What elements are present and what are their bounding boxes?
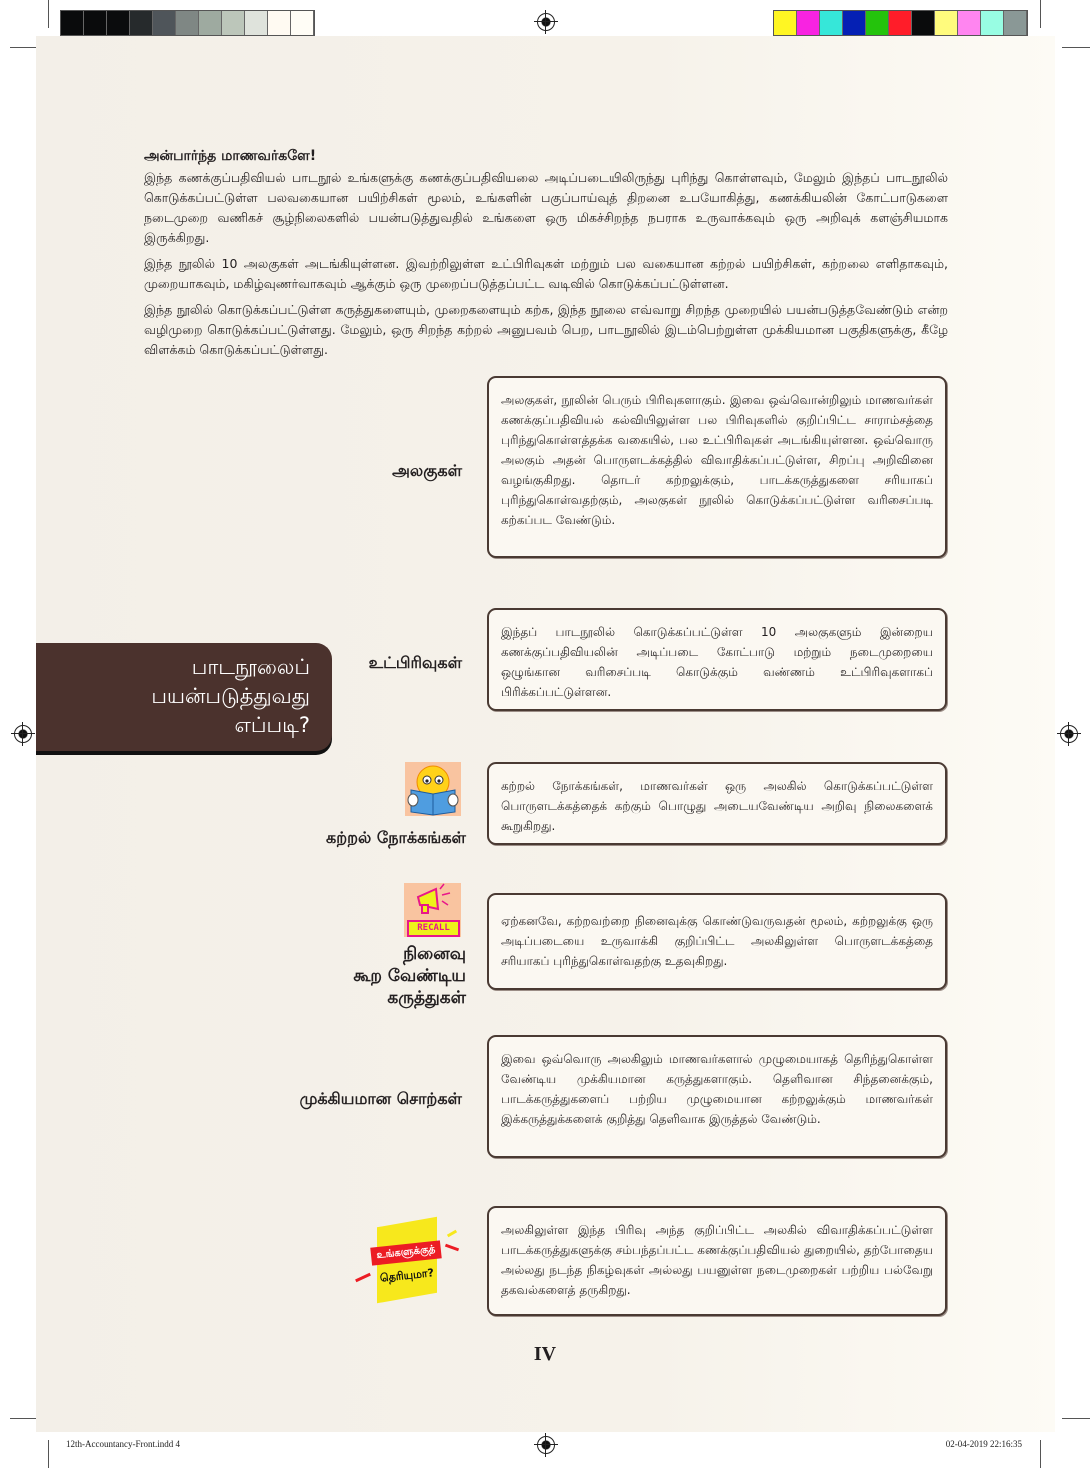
color-swatch bbox=[245, 11, 268, 35]
label-line: கூற வேண்டிய bbox=[353, 966, 466, 986]
color-swatch bbox=[935, 11, 958, 35]
section-label-learning-objectives: கற்றல் நோக்கங்கள் bbox=[325, 828, 466, 847]
footer-timestamp: 02-04-2019 22:16:35 bbox=[945, 1439, 1022, 1449]
crop-mark bbox=[1062, 1418, 1090, 1419]
color-swatch bbox=[107, 11, 130, 35]
color-swatch bbox=[1004, 11, 1027, 35]
registration-mark-icon bbox=[14, 725, 32, 743]
recall-label: RECALL bbox=[407, 920, 460, 937]
color-swatch bbox=[797, 11, 820, 35]
color-swatch bbox=[130, 11, 153, 35]
banner-line: பாடநூலைப் bbox=[191, 655, 310, 679]
color-swatch bbox=[912, 11, 935, 35]
color-swatch bbox=[291, 11, 314, 35]
badge-line: உங்களுக்குத் bbox=[370, 1240, 441, 1265]
intro-heading: அன்பார்ந்த மாணவர்களே! bbox=[144, 148, 317, 164]
page-number: IV bbox=[533, 1343, 557, 1365]
color-swatch bbox=[61, 11, 84, 35]
color-swatch bbox=[981, 11, 1004, 35]
registration-mark-icon bbox=[1060, 725, 1078, 743]
color-swatch bbox=[268, 11, 291, 35]
did-you-know-badge-icon bbox=[355, 1218, 465, 1308]
crop-mark bbox=[48, 1440, 49, 1468]
recall-megaphone-icon bbox=[404, 883, 461, 937]
section-box-units: அலகுகள், நூலின் பெரும் பிரிவுகளாகும். இவை ஒவ்வொன்றிலும் மாணவர்கள் கணக்குப்பதிவியல் கல்வியிலுள்ள பல பிரிவுகளில் குறிப்பிட்ட சாராம்சத்தை புரிந்துகொள்ளத்தக்க வகையில், பல உட்பிரிவுகள் அடங்கியுள்ளன. ஒவ்வொரு அலகும் அதன் பொருளடக்கத்தில் விவாதிக்கப்பட்டுள்ள, சிறப்பு அறிவினை வழங்குகிறது. தொடர் கற்றலுக்கும், பாடக்கருத்துகளை சரியாகப் புரிந்துகொள்வதற்கும், அலகுகள் நூலில் கொடுக்கப்பட்டுள்ள வரிசைப்படி கற்கப்பட வேண்டும். bbox=[487, 376, 947, 558]
section-label-recall bbox=[353, 943, 466, 1009]
label-line: கருத்துகள் bbox=[387, 988, 466, 1008]
color-swatch bbox=[84, 11, 107, 35]
reading-book-icon bbox=[405, 762, 461, 816]
intro-paragraph: இந்த நூலில் 10 அலகுகள் அடங்கியுள்ளன. இவற்றிலுள்ள உட்பிரிவுகள் மற்றும் பல வகையான கற்றல் பயிற்சிகள், கற்றலை எளிதாகவும், முறையாகவும், மகிழ்வுணர்வாகவும் ஆக்கும் ஒரு முறைப்படுத்தப்பட்ட வடிவில் கொடுக்கப்பட்டுள்ளன. bbox=[144, 256, 948, 291]
section-box-recall: ஏற்கனவே, கற்றவற்றை நினைவுக்கு கொண்டுவருவதன் மூலம், கற்றலுக்கு ஒரு அடிப்படையை உருவாக்கி குறிப்பிட்ட அலகிலுள்ள பொருளடக்கத்தை சரியாகப் புரிந்துகொள்வதற்கு உதவுகிறது. bbox=[487, 893, 947, 990]
crop-mark bbox=[48, 0, 49, 28]
registration-mark-icon bbox=[537, 1436, 555, 1454]
color-swatch bbox=[176, 11, 199, 35]
label-line: நினைவு bbox=[403, 944, 466, 964]
color-swatch bbox=[958, 11, 981, 35]
color-swatch bbox=[774, 11, 797, 35]
section-label-key-terms: முக்கியமான சொற்கள் bbox=[299, 1089, 462, 1108]
gray-color-bar bbox=[60, 10, 315, 36]
crop-mark bbox=[1040, 1440, 1041, 1468]
banner-line: எப்படி? bbox=[234, 713, 310, 737]
crop-mark bbox=[1040, 0, 1041, 28]
color-swatch bbox=[199, 11, 222, 35]
section-box-subdivisions: இந்தப் பாடநூலில் கொடுக்கப்பட்டுள்ள 10 அலகுகளும் இன்றைய கணக்குப்பதிவியலின் அடிப்படை கோட்பாடு மற்றும் நடைமுறையை ஒழுங்கான வரிசைப்படி கொடுக்கும் வண்ணம் உட்பிரிவுகளாகப் பிரிக்கப்பட்டுள்ளன. bbox=[487, 608, 947, 711]
section-label-units: அலகுகள் bbox=[392, 461, 462, 480]
crop-mark bbox=[10, 1418, 36, 1419]
intro-section bbox=[144, 146, 948, 366]
color-swatch bbox=[222, 11, 245, 35]
section-box-did-you-know: அலகிலுள்ள இந்த பிரிவு அந்த குறிப்பிட்ட அலகில் விவாதிக்கப்பட்டுள்ள பாடக்கருத்துகளுக்கு சம்பந்தப்பட்ட கணக்குப்பதிவியல் துறையில், தற்போதைய அல்லது நடந்த நிகழ்வுகள் அல்லது பயனுள்ள நடைமுறைகள் பற்றிய பல்வேறு தகவல்களைத் தருகிறது. bbox=[487, 1206, 947, 1316]
banner-line: பயன்படுத்துவது bbox=[151, 684, 310, 708]
registration-mark-icon bbox=[537, 13, 555, 31]
color-swatch bbox=[889, 11, 912, 35]
color-swatch bbox=[866, 11, 889, 35]
color-swatch bbox=[843, 11, 866, 35]
megaphone-icon bbox=[404, 883, 461, 919]
badge-line: தெரியுமா? bbox=[379, 1266, 435, 1285]
section-box-learning-objectives: கற்றல் நோக்கங்கள், மாணவர்கள் ஒரு அலகில் கொடுக்கப்பட்டுள்ள பொருளடக்கத்தைக் கற்கும் பொழுது அடையவேண்டிய அறிவு நிலைகளைக் கூறுகிறது. bbox=[487, 762, 947, 845]
section-box-key-terms: இவை ஒவ்வொரு அலகிலும் மாணவர்களால் முழுமையாகத் தெரிந்துகொள்ள வேண்டிய முக்கியமான கருத்துகளாகும். தெளிவான சிந்தனைக்கும், பாடக்கருத்துகளைப் பற்றிய முழுமையான கற்றலுக்கும் மாணவர்கள் இக்கருத்துக்களைக் குறித்து தெளிவாக இருத்தல் வேண்டும். bbox=[487, 1035, 947, 1158]
intro-paragraph: இந்த கணக்குப்பதிவியல் பாடநூல் உங்களுக்கு கணக்குப்பதிவியலை அடிப்படையிலிருந்து புரிந்து கொள்ளவும், மேலும் இந்தப் பாடநூலில் கொடுக்கப்பட்டுள்ள பலவகையான பயிற்சிகள் மூலம், உங்களின் பகுப்பாய்வுத் திறனை உபயோகித்து, கணக்கியலின் கோட்பாடுகளை நடைமுறை வணிகச் சூழ்நிலைகளில் பயன்படுத்துவதில் உங்களை ஒரு மிகச்சிறந்த நபராக உருவாக்கவும் ஒரு அறிவுக் களஞ்சியமாக இருக்கிறது. bbox=[144, 170, 948, 245]
color-swatch bbox=[153, 11, 176, 35]
footer-file-name: 12th-Accountancy-Front.indd 4 bbox=[66, 1439, 180, 1449]
crop-mark bbox=[1062, 47, 1090, 48]
color-swatch bbox=[820, 11, 843, 35]
section-label-subdivisions: உட்பிரிவுகள் bbox=[368, 653, 462, 672]
process-color-bar bbox=[773, 10, 1028, 36]
intro-paragraph: இந்த நூலில் கொடுக்கப்பட்டுள்ள கருத்துகளையும், முறைகளையும் கற்க, இந்த நூலை எவ்வாறு சிறந்த முறையில் பயன்படுத்தவேண்டும் என்ற வழிமுறை கொடுக்கப்பட்டுள்ளது. மேலும், ஒரு சிறந்த கற்றல் அனுபவம் பெற, பாடநூலில் இடம்பெற்றுள்ள முக்கியமான பகுதிகளுக்கு, கீழே விளக்கம் கொடுக்கப்பட்டுள்ளது. bbox=[144, 302, 948, 357]
crop-mark bbox=[10, 47, 36, 48]
how-to-use-banner bbox=[36, 643, 332, 751]
